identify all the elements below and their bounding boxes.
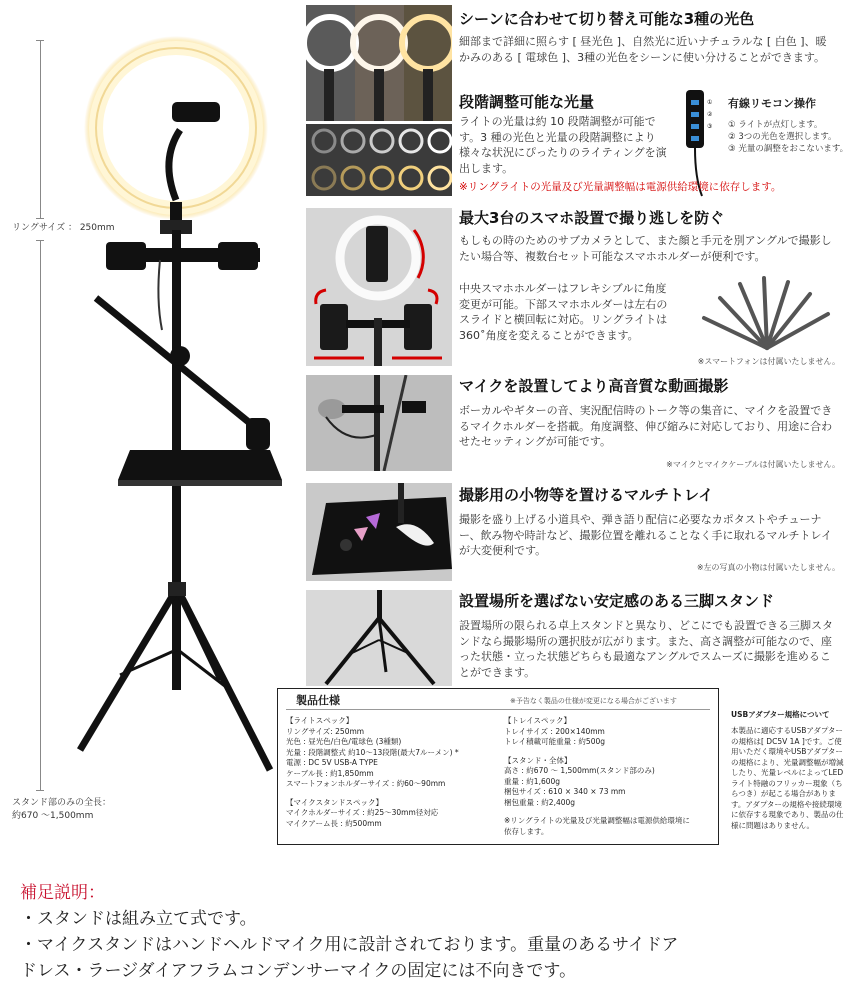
spec-foot-note: 依存します。 [504,826,549,836]
spec-notice: ※予告なく製品の仕様が変更になる場合がございます [510,697,677,705]
remote-step-3: ③ 光量の調整をおこないます。 [728,144,849,154]
remote-step-1: ① ライトが点灯します。 [728,120,823,130]
usb-title: USBアダプター規格について [731,710,830,719]
light-color-photo [306,5,452,121]
smartphone-photo [306,208,452,366]
light-spec [286,716,459,829]
light-spec-line: スマートフォンホルダーサイズ : 約60〜90mm [286,779,446,788]
stand-length-label-2: 約670 〜1,500mm [12,811,94,821]
mic-spec-line: マイクアーム長 : 約500mm [286,818,382,828]
stand-length-label-1: スタンド部のみの全長： [12,798,112,808]
section-body-microphone: ボーカルやギターの音、実況配信時のトーク等の集音に、マイクを設置できるマイクホルダーを搭載。角度調整、伸び縮みに対応しており、用途に合わせたセッティングが可能です。 [459,404,833,448]
footer-line-2: ・マイクスタンドはハンドヘルドマイク用に設計されております。重量のあるサイドア [20,935,679,955]
section-title-microphone: マイクを設置してより高音質な動画撮影 [459,377,729,395]
tray-spec-heading: 【トレイスペック】 [504,716,572,725]
svg-text:①: ① [707,99,713,106]
spec-box [277,688,719,845]
light-spec-heading: 【ライトスペック】 [286,716,354,725]
section-title-tray: 撮影用の小物等を置けるマルチトレイ [459,486,714,504]
section-title-smartphone: 最大3台のスマホ設置で撮り逃しを防ぐ [459,209,725,227]
mic-spec-heading: 【マイクスタンドスペック】 [286,797,384,807]
section-title-tripod: 設置場所を選ばない安定感のある三脚スタンド [459,592,775,610]
section-body-brightness: ライトの光量は約 10 段階調整が可能です。3 種の光色と光量の段階調整により様々な状況にぴったりのライティングを演出します。 [459,115,667,175]
section-title-brightness: 段階調整可能な光量 [459,93,595,111]
tray-stand-spec [504,716,690,837]
stand-length-label [12,797,111,823]
footer-line-3: ドレス・ラージダイアフラムコンデンサーマイクの固定には不向きです。 [20,961,577,981]
spec-title: 製品仕様 [296,694,340,707]
light-spec-line: リングサイズ: 250mm [286,726,365,736]
tray-spec-line: トレイサイズ : 200×140mm [504,726,605,736]
light-spec-line: 光色 : 昼光色/白色/電球色 (3種類) [286,737,402,746]
mic-spec-line: マイクホルダーサイズ : 約25〜30mm径対応 [286,808,439,817]
remote-step-2: ② 3つの光色を選択します。 [728,132,837,142]
stand-spec-line: 高さ : 約670 〜 1,500mm(スタンド部のみ) [504,766,655,775]
flexible-arm-image [692,270,842,352]
section-body-tripod: 設置場所の限られる卓上スタンドと異なり、どこにでも設置できる三脚スタンドなら撮影場所の選択肢が広がります。また、高さ調整が可能なので、座った状態・立った状態どちらも最適なアングルでスムーズに撮影を進めることができます。 [459,619,833,679]
product-image [60,30,290,800]
remote-steps [728,119,848,155]
light-spec-line: 電源 : DC 5V USB-A TYPE [286,758,378,767]
light-spec-line: ケーブル長 : 約1,850mm [286,768,374,778]
svg-text:②: ② [707,111,713,118]
stand-spec-heading: 【スタンド・全体】 [504,755,572,765]
tray-note: ※左の写真の小物は付属いたしません。 [696,563,840,572]
microphone-photo [306,375,452,471]
light-spec-line: 光量 : 段階調整式 約10〜13段階(最大7ルーメン) * [286,747,459,757]
brightness-warning: ※リングライトの光量及び光量調整幅は電源供給環境に依存します。 [459,181,782,193]
tray-photo [306,483,452,581]
svg-text:③: ③ [707,123,713,130]
microphone-note: ※マイクとマイクケーブルは付属いたしません。 [666,460,840,469]
section-body-tray: 撮影を盛り上げる小道具や、弾き語り配信に必要なカポタストやチューナー、飲み物や時計など、撮影位置を離れることなく手に取れるマルチトレイが大変便利です。 [459,513,833,557]
section-title-light-color: シーンに合わせて切り替え可能な3種の光色 [459,10,755,28]
stand-spec-line: 梱包重量 : 約2,400g [504,797,576,807]
smartphone-note: ※スマートフォンは付属いたしません。 [697,357,840,366]
section-body-light-color: 細部まで詳細に照らす [ 昼光色 ]、自然光に近いナチュラルな [ 白色 ]、暖かみのある [ 電球色 ]、3種の光色をシーンに使い分けることができます。 [459,35,827,64]
section-body-smartphone: もしもの時のためのサブカメラとして、また顔と手元を別アングルで撮影したい場合等、複数台セット可能なスマホホルダーが便利です。 [459,234,832,263]
tray-spec-line: トレイ積載可能重量 : 約500g [504,737,605,746]
stand-spec-line: 重量 : 約1,600g [504,776,561,786]
usb-body: 本製品に適応するUSBアダプターの規格は[ DC5V 1A ]です。ご使用いただく環境やUSBアダプターの規格により、光量調整幅が増減したり、光量レベルによってLEDライト特融のフリッカー現象（ちらつき）が起こる場合があります。アダプターの規格や接続環境に依存する現象であり、製品の仕様に問題はありません。 [731,726,844,830]
spec-divider [286,709,710,710]
section-body-smartphone-2: 中央スマホホルダーはフレキシブルに角度変更が可能。下部スマホホルダーは左右のスライドと横回転に対応。リングライトは360˚角度を変えることができます。 [459,282,668,342]
remote-title: 有線リモコン操作 [728,97,816,110]
spec-foot-note: ※リングライトの光量及び光量調整幅は電源供給環境に [504,816,690,825]
brightness-photo [306,124,452,196]
footer-heading: 補足説明： [20,883,105,903]
footer-line-1: ・スタンドは組み立て式です。 [20,909,257,929]
stand-spec-line: 梱包サイズ : 610 × 340 × 73 mm [504,787,626,796]
ring-size-label: リングサイズ ： 250mm [12,223,115,233]
tripod-photo [306,590,452,686]
